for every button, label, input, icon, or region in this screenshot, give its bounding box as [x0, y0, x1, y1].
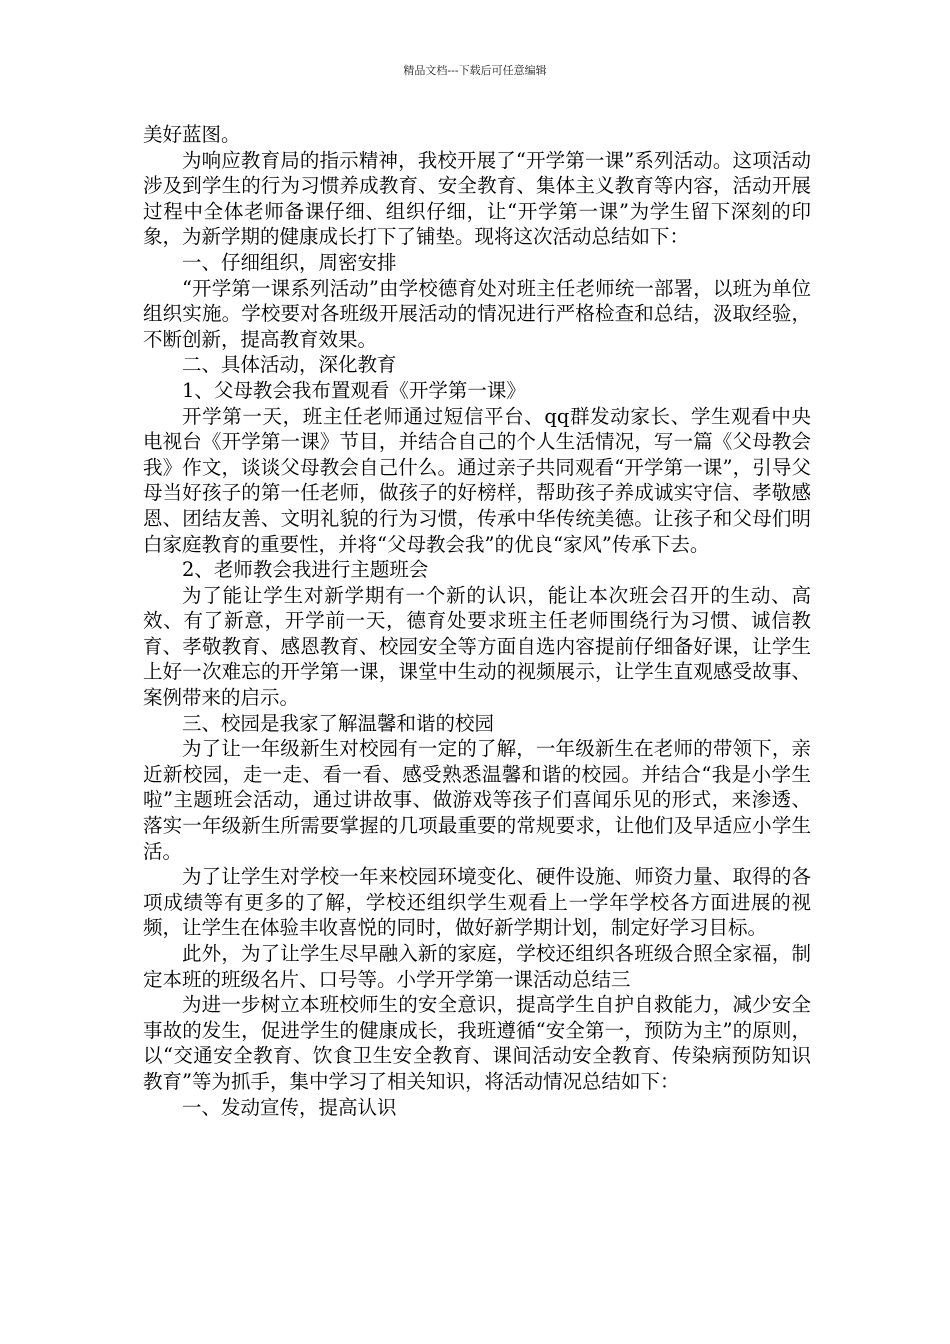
paragraph: 为了能让学生对新学期有一个新的认识，能让本次班会召开的生动、高效、有了新意，开学前一天，德育处要求班主任老师围绕行为习惯、诚信教育、孝敬教育、感恩教育、校园安全等方面自选内容提前仔细备好课，让学生上好一次难忘的开学第一课，课堂中生动的视频展示，让学生直观感受故事、案例带来的启示。	[143, 583, 811, 710]
subsection-heading: 1、父母教会我布置观看《开学第一课》	[182, 378, 526, 402]
paragraph: 为进一步树立本班校师生的安全意识，提高学生自护自救能力，减少安全事故的发生，促进学生的健康成长，我班遵循“安全第一，预防为主”的原则，以“交通安全教育、饮食卫生安全教育、课间活动安全教育、传染病预防知识教育”等为抓手，集中学习了相关知识，将活动情况总结如下：	[143, 993, 811, 1093]
section-heading: 三、校园是我家了解温馨和谐的校园	[182, 711, 495, 735]
section-heading: 二、具体活动，深化教育	[182, 353, 397, 377]
paragraph: 此外，为了让学生尽早融入新的家庭，学校还组织各班级合照全家福，制定本班的班级名片、口号等。小学开学第一课活动总结三	[143, 942, 811, 991]
subsection-heading: 2、老师教会我进行主题班会	[182, 558, 429, 582]
paragraph: 为响应教育局的指示精神，我校开展了“开学第一课”系列活动。这项活动涉及到学生的行为习惯养成教育、安全教育、集体主义教育等内容，活动开展过程中全体老师备课仔细、组织仔细，让“开学第一课”为学生留下深刻的印象，为新学期的健康成长打下了铺垫。现将这次活动总结如下：	[143, 148, 811, 249]
paragraph: 为了让一年级新生对校园有一定的了解，一年级新生在老师的带领下，亲近新校园，走一走、看一看、感受熟悉温馨和谐的校园。并结合“我是小学生啦”主题班会活动，通过讲故事、做游戏等孩子们喜闻乐见的形式，来渗透、落实一年级新生所需要掌握的几项最重要的常规要求，让他们及早适应小学生活。	[143, 737, 811, 863]
paragraph: “开学第一课系列活动”由学校德育处对班主任老师统一部署，以班为单位组织实施。学校要对各班级开展活动的情况进行严格检查和总结，汲取经验，不断创新，提高教育效果。	[143, 276, 811, 351]
paragraph: 为了让学生对学校一年来校园环境变化、硬件设施、师资力量、取得的各项成绩等有更多的了解，学校还组织学生观看上一学年学校各方面进展的视频，让学生在体验丰收喜悦的同时，做好新学期计划，制定好学习目标。	[143, 865, 811, 940]
document-body	[143, 122, 811, 1120]
section-heading: 一、仔细组织，周密安排	[182, 250, 397, 274]
section-heading: 一、发动宣传，提高认识	[182, 1095, 397, 1119]
page-header: 精品文档---下载后可任意编辑	[403, 64, 547, 77]
paragraph: 美好蓝图。	[143, 123, 241, 146]
paragraph: 开学第一天，班主任老师通过短信平台、qq群发动家长、学生观看中央电视台《开学第一课》节目，并结合自己的个人生活情况，写一篇《父母教会我》作文，谈谈父母教会自己什么。通过亲子共同观看“开学第一课”，引导父母当好孩子的第一任老师，做孩子的好榜样，帮助孩子养成诚实守信、孝敬感恩、团结友善、文明礼貌的行为习惯，传承中华传统美德。让孩子和父母们明白家庭教育的重要性，并将“父母教会我”的优良“家风”传承下去。	[143, 404, 811, 556]
